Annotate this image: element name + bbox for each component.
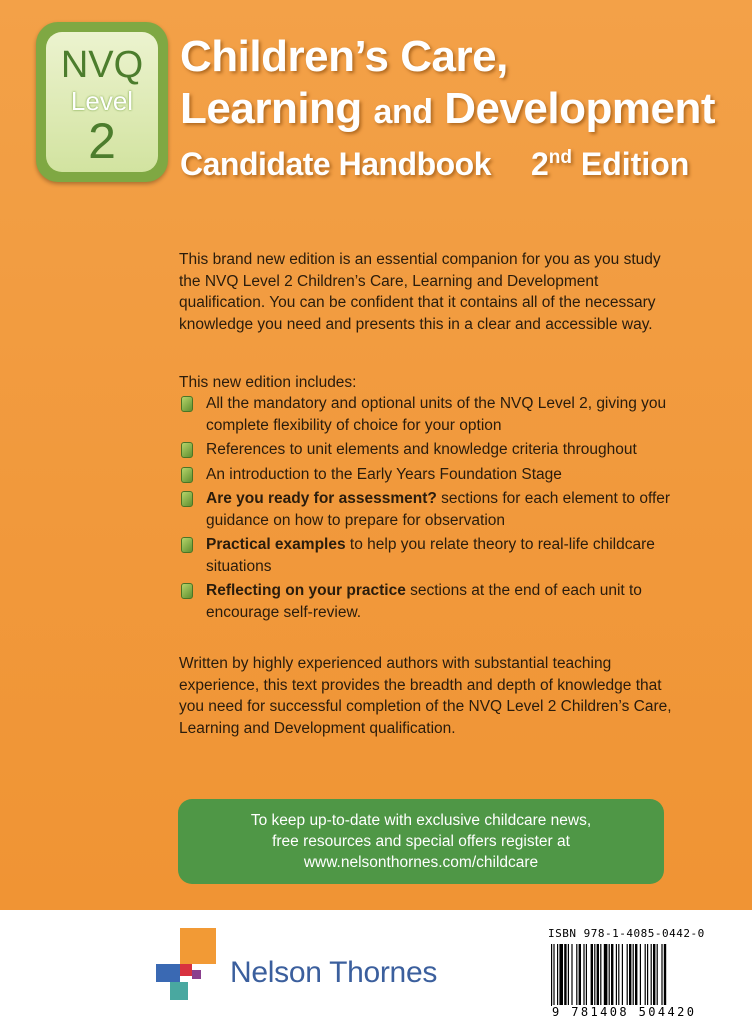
title-line-2-a: Learning	[180, 84, 374, 133]
list-item	[179, 393, 679, 436]
edition-number: 2	[531, 146, 549, 182]
list-item-text: sections for each element to offer guidance on how to prepare for observation	[206, 490, 671, 529]
list-item-text: sections at the end of each unit to encourage self-review.	[206, 582, 642, 621]
list-item-text: References to unit elements and knowledge criteria throughout	[206, 441, 637, 458]
title-line-2	[180, 84, 715, 134]
promo-box	[178, 799, 664, 884]
bullet-icon	[181, 442, 193, 458]
includes-label: This new edition includes:	[179, 374, 357, 391]
list-item	[179, 488, 679, 531]
list-item	[179, 464, 679, 486]
list-item-text: An introduction to the Early Years Foundation Stage	[206, 465, 562, 483]
edition-suffix: nd	[548, 147, 573, 168]
badge-level-text: Level	[70, 86, 134, 116]
bullet-icon	[181, 583, 193, 599]
barcode-digits: 9 781408 504420	[552, 1005, 697, 1019]
publisher-logo-icon	[156, 928, 218, 1002]
list-item-text: to help you relate theory to real-life childcare situations	[206, 536, 655, 575]
title-line-2-and: and	[373, 93, 433, 131]
list-item	[179, 439, 679, 461]
list-item-bold: Practical examples	[206, 536, 346, 553]
bullet-icon	[181, 491, 193, 507]
title-line-1: Children’s Care,	[180, 32, 508, 81]
list-item-text: All the mandatory and optional units of the NVQ Level 2, giving you complete flexibility of choice for your option	[206, 395, 667, 434]
bullet-icon	[181, 396, 193, 412]
promo-line-2: free resources and special offers register at	[272, 833, 570, 850]
isbn-label: ISBN 978-1-4085-0442-0	[548, 927, 705, 940]
promo-line-1: To keep up-to-date with exclusive childcare news,	[250, 812, 592, 829]
bullet-icon	[181, 467, 193, 483]
bullet-icon	[181, 537, 193, 553]
authors-paragraph: Written by highly experienced authors with substantial teaching experience, this text provides the breadth and depth of knowledge that you need for successful completion of the NVQ Level 2 Children’s Care, Learning and Development qualification.	[179, 655, 672, 737]
subtitle: Candidate Handbook	[180, 146, 492, 182]
list-item	[179, 580, 679, 623]
nvq-level-badge	[36, 22, 168, 182]
edition-label	[531, 146, 689, 183]
promo-url-link[interactable]: www.nelsonthornes.com/childcare	[303, 854, 539, 871]
badge-inner	[46, 32, 158, 172]
list-item	[179, 534, 679, 577]
barcode-icon	[547, 944, 729, 1006]
badge-nvq-text: NVQ	[60, 44, 144, 86]
badge-level-number: 2	[88, 113, 116, 169]
list-item-bold: Are you ready for assessment?	[206, 490, 437, 507]
intro-paragraph: This brand new edition is an essential companion for you as you study the NVQ Level 2 Children’s Care, Learning and Development qualification. You can be confident that it contains all of the necessary knowledge you need and presents this in a clear and accessible way.	[179, 251, 661, 333]
list-item-bold: Reflecting on your practice	[206, 582, 406, 599]
edition-word: Edition	[572, 146, 690, 182]
promo-text	[178, 810, 664, 873]
title-line-2-c: Development	[432, 84, 715, 133]
feature-list	[179, 393, 679, 626]
publisher-name: Nelson Thornes	[230, 956, 438, 989]
